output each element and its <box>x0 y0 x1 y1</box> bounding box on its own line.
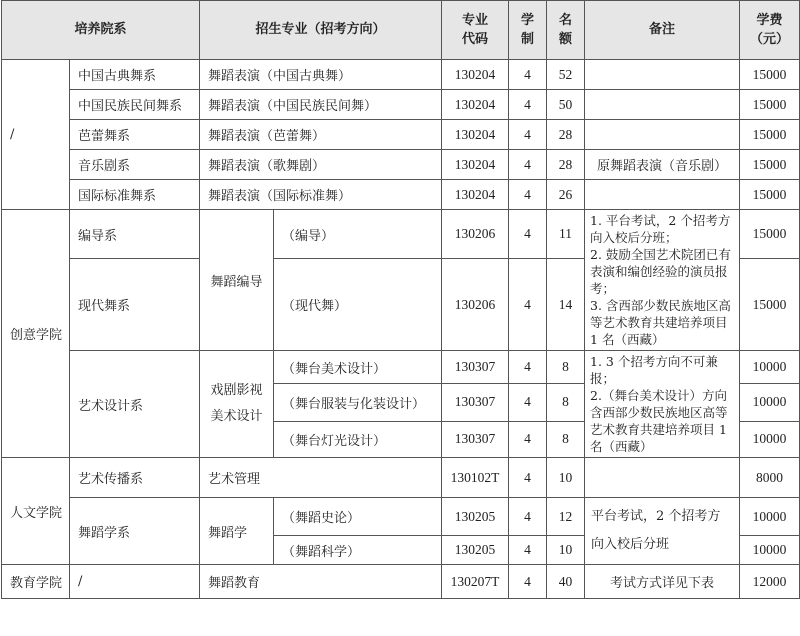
direction-cell: （舞蹈史论） <box>274 498 442 536</box>
header-years: 学 制 <box>509 1 547 60</box>
years-cell: 4 <box>509 498 547 536</box>
code-cell: 130307 <box>442 421 509 457</box>
header-quota: 名 额 <box>547 1 585 60</box>
years-cell: 4 <box>509 180 547 210</box>
code-cell: 130204 <box>442 60 509 90</box>
fee-cell: 12000 <box>740 565 800 599</box>
table-row <box>2 90 800 120</box>
code-cell: 130207T <box>442 565 509 599</box>
code-cell: 130204 <box>442 180 509 210</box>
fee-cell: 15000 <box>740 90 800 120</box>
code-cell: 130307 <box>442 351 509 384</box>
direction-cell: （现代舞） <box>274 259 442 351</box>
fee-cell: 10000 <box>740 498 800 536</box>
remark-cell <box>585 90 740 120</box>
dept-cell: 芭蕾舞系 <box>70 120 200 150</box>
quota-cell: 50 <box>547 90 585 120</box>
fee-cell: 10000 <box>740 536 800 565</box>
years-cell: 4 <box>509 60 547 90</box>
table-row <box>2 180 800 210</box>
table-row <box>2 351 800 384</box>
fee-cell: 15000 <box>740 120 800 150</box>
remark-cell <box>585 60 740 90</box>
fee-cell: 10000 <box>740 384 800 421</box>
table-row <box>2 565 800 599</box>
table-row <box>2 60 800 90</box>
college-cell: 教育学院 <box>2 565 70 599</box>
quota-cell: 14 <box>547 259 585 351</box>
code-cell: 130204 <box>442 120 509 150</box>
quota-cell: 8 <box>547 351 585 384</box>
remark-cell: 考试方式详见下表 <box>585 565 740 599</box>
table-row <box>2 150 800 180</box>
table-row <box>2 498 800 536</box>
years-cell: 4 <box>509 384 547 421</box>
major-cell: 戏剧影视 美术设计 <box>200 351 274 458</box>
dept-cell: 艺术传播系 <box>70 458 200 498</box>
header-college: 培养院系 <box>2 1 200 60</box>
code-cell: 130204 <box>442 90 509 120</box>
quota-cell: 26 <box>547 180 585 210</box>
direction-cell: （舞台美术设计） <box>274 351 442 384</box>
college-cell: 人文学院 <box>2 458 70 565</box>
remark-cell: 1. 3 个招考方向不可兼报； 2.（舞台美术设计）方向含西部少数民族地区高等艺术教育共建培养项目 1 名（西藏） <box>585 351 740 458</box>
years-cell: 4 <box>509 259 547 351</box>
remark-cell <box>585 120 740 150</box>
major-cell: 舞蹈教育 <box>200 565 442 599</box>
years-cell: 4 <box>509 458 547 498</box>
fee-cell: 8000 <box>740 458 800 498</box>
years-cell: 4 <box>509 150 547 180</box>
dept-cell: 现代舞系 <box>70 259 200 351</box>
years-cell: 4 <box>509 536 547 565</box>
header-remarks: 备注 <box>585 1 740 60</box>
quota-cell: 10 <box>547 536 585 565</box>
fee-cell: 15000 <box>740 210 800 259</box>
major-cell: 舞蹈表演（歌舞剧） <box>200 150 442 180</box>
dept-cell: 艺术设计系 <box>70 351 200 458</box>
direction-cell: （舞台灯光设计） <box>274 421 442 457</box>
dept-cell: / <box>70 565 200 599</box>
major-cell: 舞蹈表演（中国古典舞） <box>200 60 442 90</box>
major-cell: 舞蹈表演（芭蕾舞） <box>200 120 442 150</box>
remark-cell: 原舞蹈表演（音乐剧） <box>585 150 740 180</box>
header-code: 专业 代码 <box>442 1 509 60</box>
college-cell: / <box>2 60 70 210</box>
remark-cell: 1. 平台考试，2 个招考方向入校后分班； 2. 鼓励全国艺术院团已有表演和编创经验的演员报考； 3. 含西部少数民族地区高等艺术教育共建培养项目 1 名（西藏） <box>585 210 740 351</box>
dept-cell: 中国民族民间舞系 <box>70 90 200 120</box>
remark-cell: 平台考试，2 个招考方向入校后分班 <box>585 498 740 565</box>
years-cell: 4 <box>509 120 547 150</box>
quota-cell: 52 <box>547 60 585 90</box>
table-row <box>2 120 800 150</box>
years-cell: 4 <box>509 351 547 384</box>
fee-cell: 10000 <box>740 351 800 384</box>
fee-cell: 15000 <box>740 259 800 351</box>
remark-cell <box>585 458 740 498</box>
years-cell: 4 <box>509 565 547 599</box>
years-cell: 4 <box>509 210 547 259</box>
quota-cell: 10 <box>547 458 585 498</box>
quota-cell: 40 <box>547 565 585 599</box>
remark-cell <box>585 180 740 210</box>
fee-cell: 10000 <box>740 421 800 457</box>
dept-cell: 音乐剧系 <box>70 150 200 180</box>
dept-cell: 国际标准舞系 <box>70 180 200 210</box>
code-cell: 130205 <box>442 536 509 565</box>
code-cell: 130102T <box>442 458 509 498</box>
header-major: 招生专业（招考方向） <box>200 1 442 60</box>
quota-cell: 12 <box>547 498 585 536</box>
table-row <box>2 210 800 259</box>
major-cell: 舞蹈表演（中国民族民间舞） <box>200 90 442 120</box>
dept-cell: 中国古典舞系 <box>70 60 200 90</box>
direction-cell: （舞蹈科学） <box>274 536 442 565</box>
major-cell: 舞蹈表演（国际标准舞） <box>200 180 442 210</box>
dept-cell: 舞蹈学系 <box>70 498 200 565</box>
table-row <box>2 458 800 498</box>
major-cell: 艺术管理 <box>200 458 442 498</box>
admissions-table <box>1 0 800 599</box>
major-cell: 舞蹈编导 <box>200 210 274 351</box>
years-cell: 4 <box>509 421 547 457</box>
direction-cell: （舞台服装与化装设计） <box>274 384 442 421</box>
fee-cell: 15000 <box>740 60 800 90</box>
major-cell: 舞蹈学 <box>200 498 274 565</box>
header-fee: 学费 （元） <box>740 1 800 60</box>
quota-cell: 28 <box>547 120 585 150</box>
quota-cell: 11 <box>547 210 585 259</box>
years-cell: 4 <box>509 90 547 120</box>
code-cell: 130307 <box>442 384 509 421</box>
quota-cell: 8 <box>547 384 585 421</box>
fee-cell: 15000 <box>740 150 800 180</box>
code-cell: 130206 <box>442 259 509 351</box>
dept-cell: 编导系 <box>70 210 200 259</box>
code-cell: 130205 <box>442 498 509 536</box>
header-row <box>2 1 800 60</box>
code-cell: 130204 <box>442 150 509 180</box>
quota-cell: 8 <box>547 421 585 457</box>
fee-cell: 15000 <box>740 180 800 210</box>
code-cell: 130206 <box>442 210 509 259</box>
college-cell: 创意学院 <box>2 210 70 458</box>
quota-cell: 28 <box>547 150 585 180</box>
direction-cell: （编导） <box>274 210 442 259</box>
